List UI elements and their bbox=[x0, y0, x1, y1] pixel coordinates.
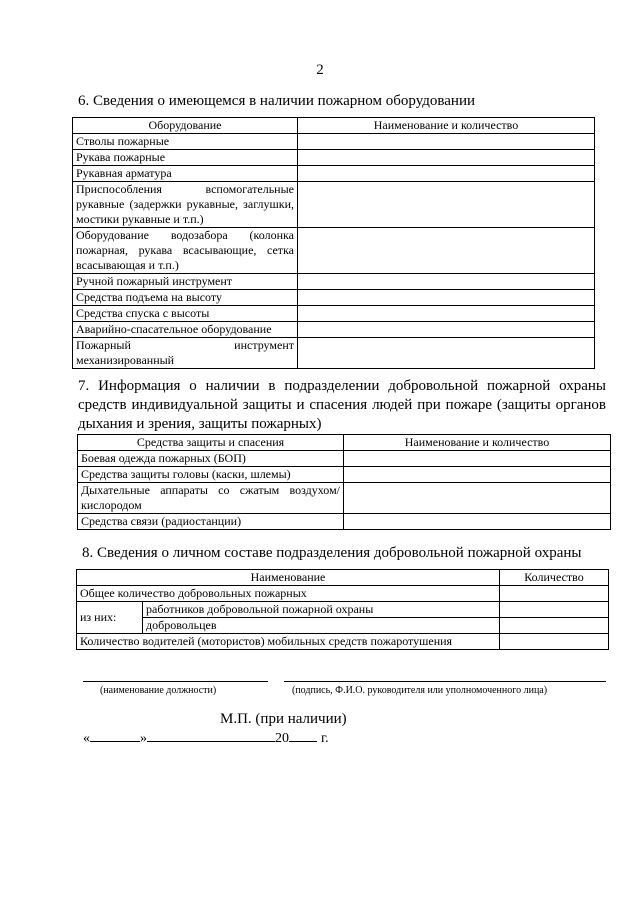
protection-table bbox=[77, 434, 611, 530]
position-caption: (наименование должности) bbox=[100, 685, 217, 696]
quantity-col-header: Количество bbox=[500, 570, 609, 586]
equipment-value-cell[interactable] bbox=[298, 134, 595, 150]
equipment-col-header: Оборудование bbox=[73, 118, 298, 134]
protection-label: Средства связи (радиостанции) bbox=[78, 514, 344, 530]
volunteers-label: добровольцев bbox=[143, 618, 500, 634]
table-row bbox=[77, 634, 609, 650]
total-volunteers-value[interactable] bbox=[500, 586, 609, 602]
equipment-label: Средства спуска с высоты bbox=[73, 306, 298, 322]
table-row bbox=[73, 150, 595, 166]
table-row bbox=[78, 514, 611, 530]
table-row bbox=[73, 338, 595, 369]
equipment-label: Стволы пожарные bbox=[73, 134, 298, 150]
equipment-value-cell[interactable] bbox=[298, 338, 595, 369]
table-row bbox=[73, 166, 595, 182]
month-field[interactable] bbox=[147, 729, 275, 742]
year-field[interactable] bbox=[289, 729, 317, 742]
table-row bbox=[77, 602, 609, 618]
name-quantity-col-header: Наименование и количество bbox=[344, 435, 611, 451]
equipment-label: Оборудование водозабора (колонка пожарная, рукава всасывающие, сетка всасывающая и т.п.) bbox=[73, 228, 298, 274]
protection-label: Средства защиты головы (каски, шлемы) bbox=[78, 467, 344, 483]
seal-placeholder: М.П. (при наличии) bbox=[220, 711, 347, 727]
table-row bbox=[73, 322, 595, 338]
equipment-label: Пожарный инструмент механизированный bbox=[73, 338, 298, 369]
date-open-quote: « bbox=[83, 731, 90, 746]
year-suffix: г. bbox=[321, 731, 329, 746]
equipment-value-cell[interactable] bbox=[298, 274, 595, 290]
name-col-header: Наименование bbox=[77, 570, 500, 586]
signature-caption: (подпись, Ф.И.О. руководителя или уполномоченного лица) bbox=[292, 685, 548, 696]
name-quantity-col-header: Наименование и количество bbox=[298, 118, 595, 134]
equipment-value-cell[interactable] bbox=[298, 150, 595, 166]
date-line bbox=[83, 729, 329, 747]
equipment-label: Ручной пожарный инструмент bbox=[73, 274, 298, 290]
equipment-label: Средства подъема на высоту bbox=[73, 290, 298, 306]
table-row bbox=[78, 467, 611, 483]
equipment-label: Рукава пожарные bbox=[73, 150, 298, 166]
table-row bbox=[78, 483, 611, 514]
page-number: 2 bbox=[316, 62, 324, 78]
equipment-value-cell[interactable] bbox=[298, 306, 595, 322]
equipment-label: Приспособления вспомогательные рукавные (задержки рукавные, заглушки, мостики рукавные и т.п.) bbox=[73, 182, 298, 228]
staff-workers-value[interactable] bbox=[500, 602, 609, 618]
protection-col-header: Средства защиты и спасения bbox=[78, 435, 344, 451]
table-row bbox=[73, 182, 595, 228]
section-8-title: 8. Сведения о личном составе подразделения добровольной пожарной охраны bbox=[82, 545, 582, 561]
equipment-label: Рукавная арматура bbox=[73, 166, 298, 182]
protection-label: Дыхательные аппараты со сжатым воздухом/кислородом bbox=[78, 483, 344, 514]
day-field[interactable] bbox=[90, 729, 140, 742]
equipment-table bbox=[72, 117, 595, 369]
position-line[interactable] bbox=[83, 681, 268, 682]
section-6-title: 6. Сведения о имеющемся в наличии пожарном оборудовании bbox=[78, 93, 476, 109]
year-prefix: 20 bbox=[275, 731, 289, 746]
personnel-table bbox=[76, 569, 609, 650]
signature-line[interactable] bbox=[284, 681, 606, 682]
table-row bbox=[77, 586, 609, 602]
equipment-value-cell[interactable] bbox=[298, 290, 595, 306]
drivers-value[interactable] bbox=[500, 634, 609, 650]
protection-value-cell[interactable] bbox=[344, 451, 611, 467]
table-row bbox=[73, 228, 595, 274]
protection-label: Боевая одежда пожарных (БОП) bbox=[78, 451, 344, 467]
equipment-value-cell[interactable] bbox=[298, 228, 595, 274]
equipment-value-cell[interactable] bbox=[298, 166, 595, 182]
staff-workers-label: работников добровольной пожарной охраны bbox=[143, 602, 500, 618]
table-row bbox=[73, 306, 595, 322]
of-them-label: из них: bbox=[77, 602, 143, 634]
date-close-quote: » bbox=[140, 731, 147, 746]
table-row bbox=[73, 274, 595, 290]
table-row bbox=[73, 134, 595, 150]
section-7-title: 7. Информация о наличии в подразделении добровольной пожарной охраны средств индивидуальной защиты и спасения людей при пожаре (защиты органов дыхания и зрения, защиты пожарных) bbox=[78, 378, 606, 432]
table-row bbox=[77, 618, 609, 634]
protection-value-cell[interactable] bbox=[344, 483, 611, 514]
drivers-label: Количество водителей (мотористов) мобильных средств пожаротушения bbox=[77, 634, 500, 650]
equipment-value-cell[interactable] bbox=[298, 182, 595, 228]
total-volunteers-label: Общее количество добровольных пожарных bbox=[77, 586, 500, 602]
volunteers-value[interactable] bbox=[500, 618, 609, 634]
protection-value-cell[interactable] bbox=[344, 514, 611, 530]
equipment-label: Аварийно-спасательное оборудование bbox=[73, 322, 298, 338]
equipment-value-cell[interactable] bbox=[298, 322, 595, 338]
table-row bbox=[78, 451, 611, 467]
protection-value-cell[interactable] bbox=[344, 467, 611, 483]
table-row bbox=[73, 290, 595, 306]
